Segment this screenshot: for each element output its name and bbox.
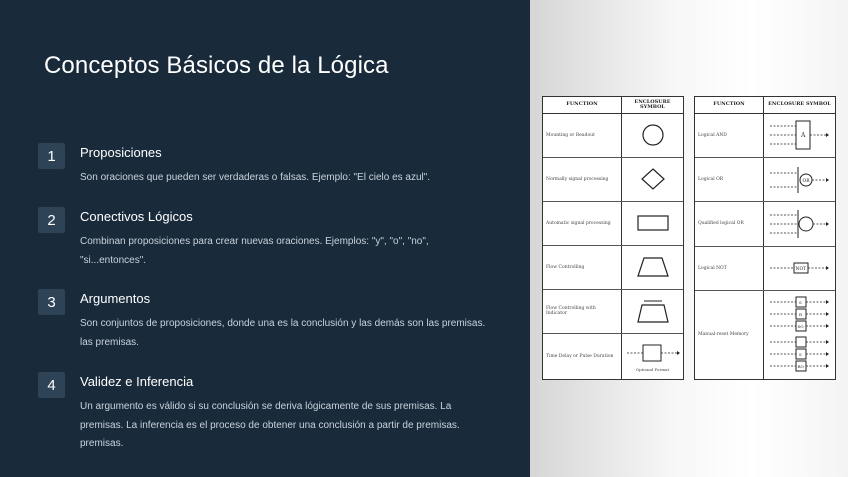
- symbol-cell: [764, 157, 836, 201]
- table-cell: Logical OR: [695, 157, 764, 201]
- table-cell: Flow Controlling: [543, 245, 622, 289]
- image-panel: [530, 0, 848, 477]
- diamond-symbol-icon: [640, 167, 666, 191]
- table-cell: Automatic signal processing: [543, 201, 622, 245]
- column-header: ENCLOSURE SYMBOL: [622, 97, 684, 113]
- item-description: Un argumento es válido si su conclusión se deriva lógicamente de sus premisas. La premisas. La inferencia es el proceso de obtener una conclusión a partir de premisas. premisas.: [80, 401, 460, 449]
- symbol-cell: [764, 202, 836, 246]
- table-cell: Qualified logical OR: [695, 202, 764, 246]
- not-gate-symbol-icon: [768, 253, 832, 283]
- circle-symbol-icon: [641, 123, 665, 147]
- symbol-cell: [622, 113, 684, 157]
- not-label: NOT: [795, 267, 806, 273]
- qualified-or-symbol-icon: [768, 207, 832, 241]
- item-number-badge: 2: [38, 207, 65, 233]
- reset-label: R: [798, 311, 802, 317]
- item-description: Son conjuntos de proposiciones, donde una es la conclusión y las demás son las premisas. las premisas.: [80, 318, 486, 348]
- enclosure-symbol-table-left: [542, 96, 684, 380]
- table-cell: Flow Controlling with Indicator: [543, 289, 622, 333]
- table-cell: Time Delay or Pulse Duration: [543, 333, 622, 379]
- ro-label: RO: [797, 363, 804, 369]
- trapezoid-indicator-symbol-icon: [636, 298, 670, 324]
- item-title: Argumentos: [80, 291, 151, 306]
- set-label: S: [798, 299, 802, 305]
- or-label: OR: [802, 178, 810, 184]
- symbol-cell: [622, 333, 684, 379]
- item-description: Combinan proposiciones para crear nuevas oraciones. Ejemplos: "y", "o", "no", "si...entonces".: [80, 236, 429, 266]
- item-title: Validez e Inferencia: [80, 374, 194, 389]
- rectangle-symbol-icon: [636, 214, 670, 232]
- item-description: Son oraciones que pueden ser verdaderas o falsas. Ejemplo: "El cielo es azul".: [80, 172, 431, 183]
- symbol-cell: [622, 289, 684, 333]
- trapezoid-symbol-icon: [636, 256, 670, 278]
- column-header: ENCLOSURE SYMBOL: [764, 97, 836, 113]
- table-cell: Normally signal processing: [543, 157, 622, 201]
- table-cell: Logical NOT: [695, 246, 764, 290]
- column-header: FUNCTION: [695, 97, 764, 113]
- item-title: Proposiciones: [80, 145, 162, 160]
- symbol-cell: [622, 201, 684, 245]
- item-number-badge: 4: [38, 372, 65, 398]
- table-cell: Manual-reset Memory: [695, 290, 764, 379]
- symbol-cell: [764, 246, 836, 290]
- item-title: Conectivos Lógicos: [80, 209, 193, 224]
- memory-symbol-icon: [768, 294, 832, 376]
- table-cell: Logical AND: [695, 113, 764, 157]
- symbol-cell: [764, 113, 836, 157]
- or-gate-symbol-icon: [768, 163, 832, 197]
- column-header: FUNCTION: [543, 97, 622, 113]
- table-cell: Mounting or Readout: [543, 113, 622, 157]
- logic-symbols-figure: [542, 96, 834, 382]
- symbol-cell: [764, 290, 836, 379]
- and-gate-symbol-icon: [768, 118, 832, 152]
- so-label: SO: [797, 323, 804, 329]
- enclosure-symbol-table-right: [694, 96, 836, 380]
- set-label: S: [798, 351, 802, 357]
- item-number-badge: 3: [38, 289, 65, 315]
- slide-title: Conceptos Básicos de la Lógica: [44, 52, 389, 79]
- symbol-cell: [622, 245, 684, 289]
- item-number-badge: 1: [38, 143, 65, 169]
- symbol-cell: [622, 157, 684, 201]
- optional-format-note: Optional Format: [635, 366, 670, 372]
- and-label: A: [800, 132, 805, 140]
